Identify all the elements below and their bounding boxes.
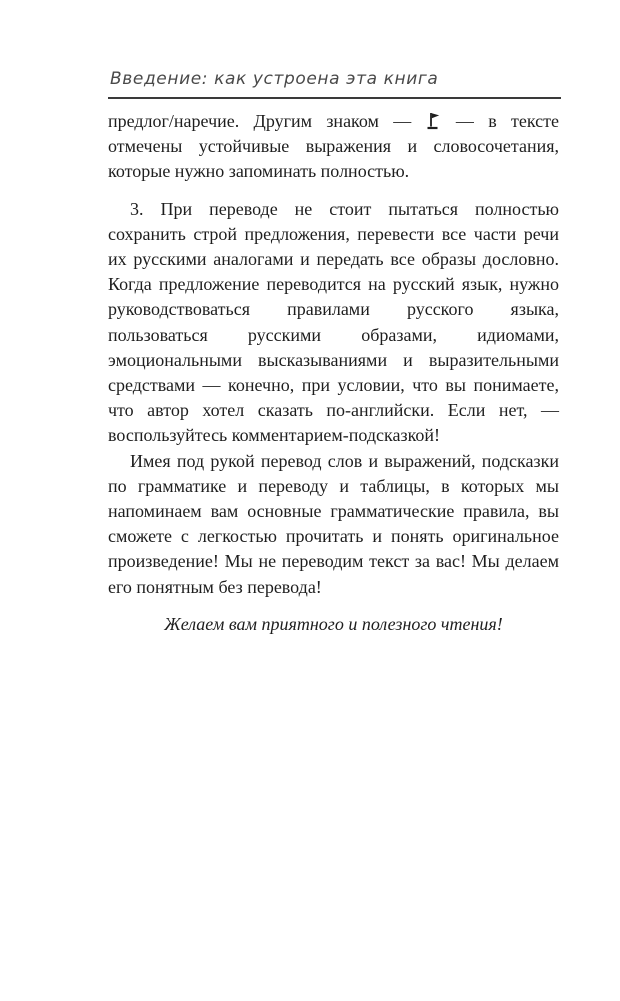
closing-wish: Желаем вам приятного и полезного чтения! bbox=[164, 613, 503, 634]
paragraph-book-features: Имея под рукой перевод слов и выражений, подсказки по грамматике и переводу и таблицы, в которых мы напоминаем вам основные грамматические правила, вы сможете с легкостью прочитать и понять оригинальное произведение! Мы не переводим текст за вас! Мы делаем его понятным без перевода! bbox=[108, 450, 559, 597]
running-head-title: Введение: как устроена эта книга bbox=[110, 69, 439, 89]
paragraph-flag-note bbox=[108, 109, 559, 185]
paragraph-translation-advice: 3. При переводе не стоит пытаться полностью сохранить строй предложения, перевести все части речи их русскими аналогами и передать все образы дословно. Когда предложение переводится на русский язык, нужно руководствоваться правилами русского языка, пользоваться русскими образами, идиомами, эмоциональными высказываниями и выразительными средствами — конечно, при условии, что вы понимаете, что автор хотел сказать по-английски. Если нет, — воспользуйтесь комментарием-подсказкой! bbox=[108, 198, 559, 446]
paragraph-flag-note-start: предлог/наречие. Другим знаком — bbox=[108, 111, 412, 131]
paragraph-flag-note-end: — в тексте отмечены устойчивые выражения и словосочетания, которые нужно запоминать полностью. bbox=[108, 111, 559, 182]
flag-icon bbox=[427, 112, 441, 130]
running-head bbox=[108, 69, 561, 99]
body-text bbox=[108, 109, 559, 637]
